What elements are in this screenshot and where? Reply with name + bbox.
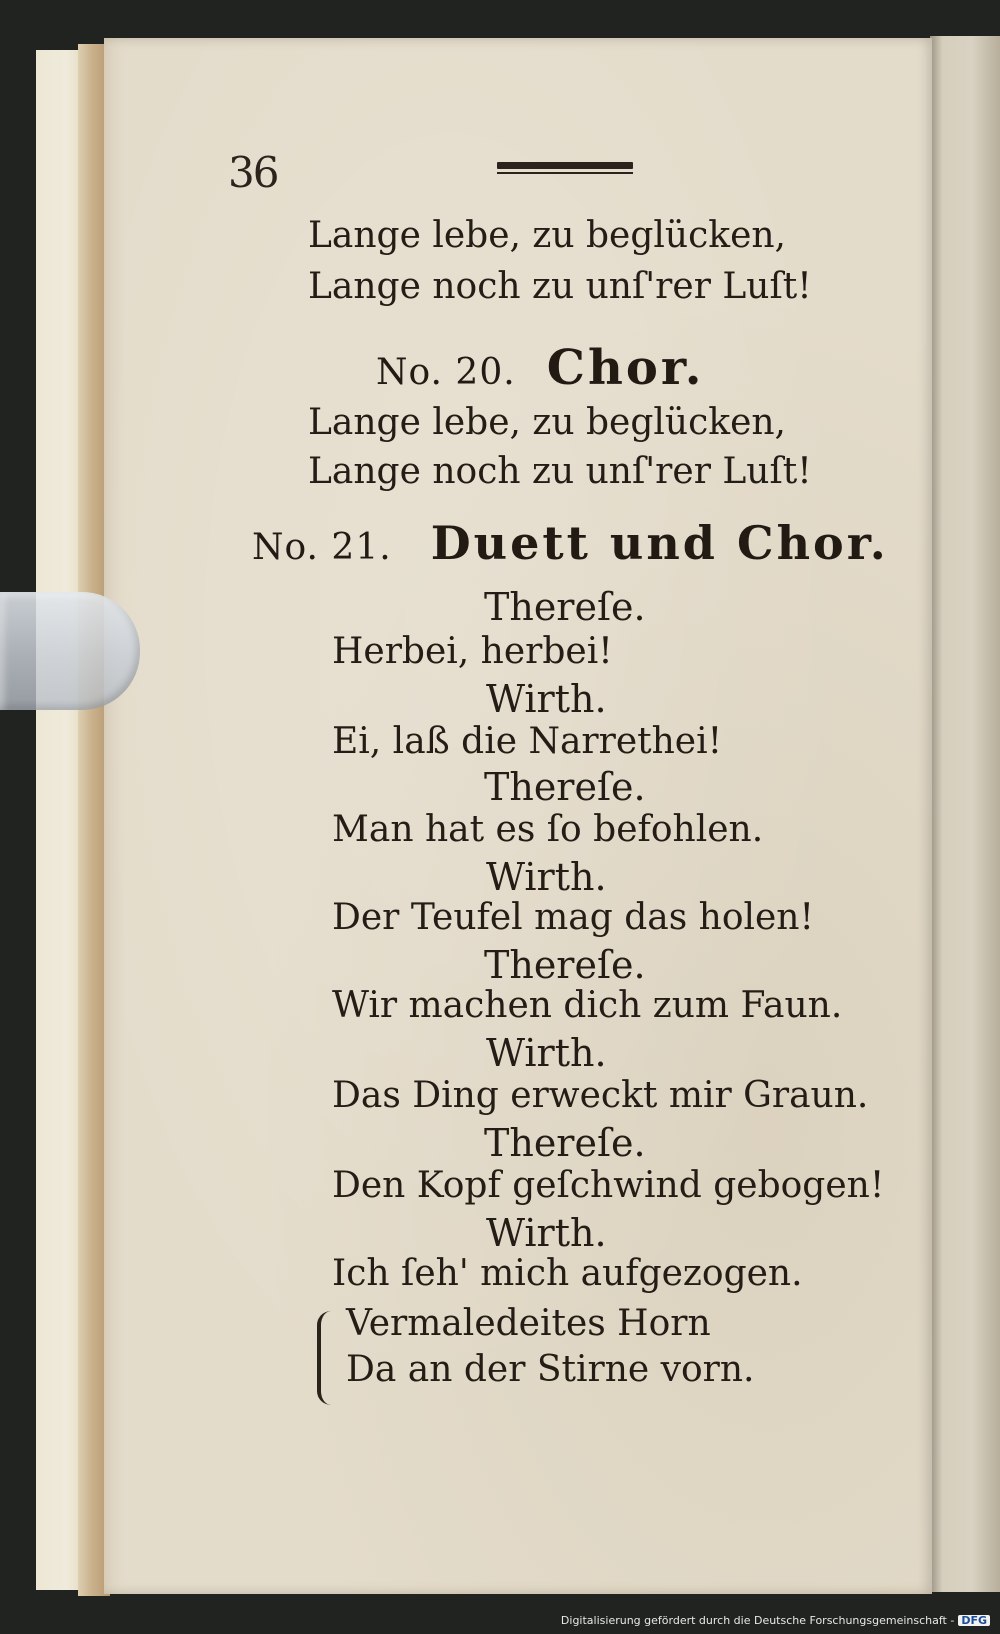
- header-rule: [497, 162, 633, 174]
- speaker-therese: Thereſe.: [484, 943, 646, 987]
- speaker-wirth: Wirth.: [486, 1031, 607, 1075]
- paper-edge-left: [36, 50, 80, 1590]
- section-21-heading: [252, 516, 889, 570]
- dialogue-line: Herbei, herbei!: [332, 631, 613, 672]
- dialogue-line: Man hat es ſo befohlen.: [332, 809, 764, 850]
- section-20-title: Chor.: [546, 340, 705, 396]
- credit-text: Digitalisierung gefördert durch die Deutsche Forschungsgemeinschaft -: [560, 1614, 955, 1627]
- dfg-logo: DFG: [958, 1615, 990, 1626]
- opening-line-1: Lange lebe, zu beglücken,: [308, 215, 787, 256]
- speaker-wirth: Wirth.: [486, 1211, 607, 1255]
- opening-line-2: Lange noch zu unſ'rer Luſt!: [308, 266, 812, 307]
- section-20-line-1: Lange lebe, zu beglücken,: [308, 402, 787, 443]
- page-holder-clip: [0, 592, 140, 710]
- facing-page-edge: [930, 36, 1000, 1592]
- dialogue-line: Das Ding erweckt mir Graun.: [332, 1075, 869, 1116]
- dialogue-line: Den Kopf geſchwind gebogen!: [332, 1165, 885, 1206]
- section-20-number: No. 20.: [376, 352, 516, 393]
- section-20-heading: [376, 340, 705, 396]
- braced-line-2: Da an der Stirne vorn.: [346, 1349, 755, 1390]
- dialogue-line: Ich ſeh' mich aufgezogen.: [332, 1253, 803, 1294]
- section-20-line-2: Lange noch zu unſ'rer Luſt!: [308, 451, 812, 492]
- speaker-wirth: Wirth.: [486, 855, 607, 899]
- speaker-wirth: Wirth.: [486, 677, 607, 721]
- dialogue-line: Wir machen dich zum Faun.: [332, 985, 843, 1026]
- dialogue-line: Ei, laß die Narrethei!: [332, 721, 723, 762]
- dialogue-line: Der Teufel mag das holen!: [332, 897, 814, 938]
- page-number: 36: [228, 148, 278, 197]
- digitization-credit: [561, 1615, 990, 1626]
- verse-brace: [317, 1311, 335, 1405]
- speaker-therese: Thereſe.: [484, 1121, 646, 1165]
- braced-line-1: Vermaledeites Horn: [346, 1303, 711, 1344]
- section-21-number: No. 21.: [252, 527, 392, 568]
- speaker-therese: Thereſe.: [484, 585, 646, 629]
- speaker-therese: Thereſe.: [484, 765, 646, 809]
- section-21-title: Duett und Chor.: [430, 516, 889, 570]
